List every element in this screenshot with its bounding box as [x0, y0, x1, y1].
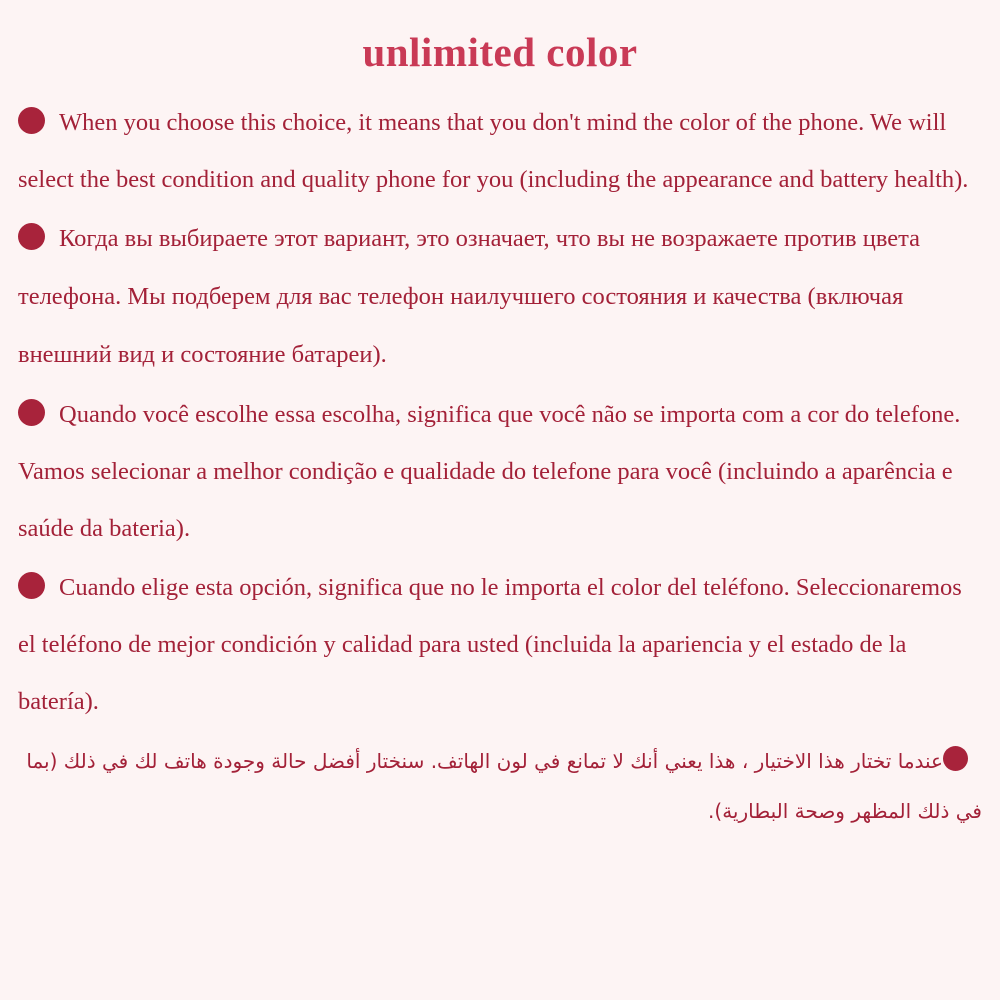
bullet-dot-icon: [18, 399, 45, 426]
bullet-dot-icon: [943, 746, 968, 771]
list-item-text: Cuando elige esta opción, significa que no le importa el color del teléfono. Seleccionaremos el teléfono de mejor condición y calidad para usted (incluida la apariencia y el estado de la batería).: [18, 574, 962, 715]
page-title: unlimited color: [362, 29, 638, 75]
bullet-dot-icon: [18, 223, 45, 250]
list-item: [18, 559, 982, 730]
list-item-text: When you choose this choice, it means that you don't mind the color of the phone. We will select the best condition and quality phone for you (including the appearance and battery health).: [18, 109, 969, 193]
list-item: [18, 386, 982, 557]
list-item-text: عندما تختار هذا الاختيار ، هذا يعني أنك لا تمانع في لون الهاتف. سنختار أفضل حالة وجودة هاتف لك في ذلك (بما في ذلك المظهر وصحة البطارية).: [26, 749, 982, 823]
list-item-text: Quando você escolhe essa escolha, significa que você não se importa com a cor do telefone. Vamos selecionar a melhor condição e qualidade do telefone para você (incluindo a aparência e saúde da bateria).: [18, 401, 961, 542]
list-item: [18, 94, 982, 208]
bullet-dot-icon: [18, 107, 45, 134]
list-item: [18, 210, 982, 384]
list-item-text: Когда вы выбираете этот вариант, это означает, что вы не возражаете против цвета телефона. Мы подберем для вас телефон наилучшего состояния и качества (включая внешний вид и состояние батареи).: [18, 225, 921, 368]
bullet-list: [18, 94, 982, 836]
bullet-dot-icon: [18, 572, 45, 599]
list-item: [18, 736, 982, 836]
